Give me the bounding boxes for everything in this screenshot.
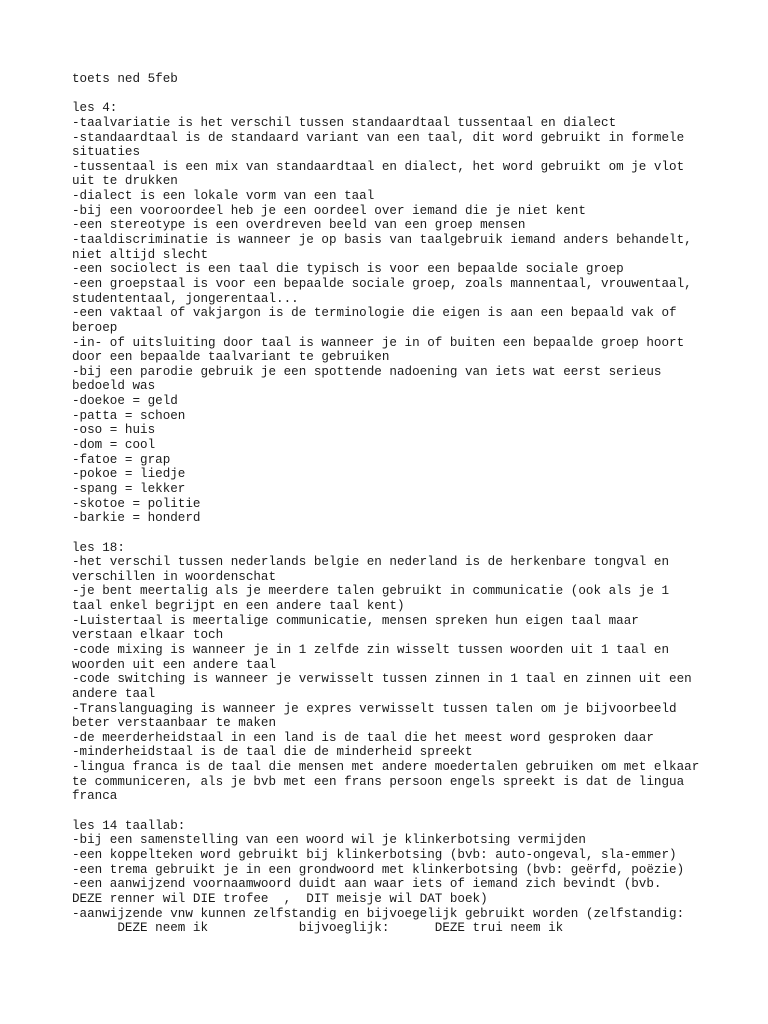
text-line: -in- of uitsluiting door taal is wanneer je in of buiten een bepaalde groep hoort bbox=[72, 335, 685, 350]
text-line: -een trema gebruikt je in een grondwoord met klinkerbotsing (bvb: geërfd, poëzie) bbox=[72, 862, 685, 877]
text-line: -tussentaal is een mix van standaardtaal en dialect, het word gebruikt om je vlot bbox=[72, 159, 685, 174]
text-line: -oso = huis bbox=[72, 423, 156, 438]
text-line: -het verschil tussen nederlands belgie en nederland is de herkenbare tongval en bbox=[72, 555, 670, 570]
text-line: -bij een parodie gebruik je een spottende nadoening van iets wat eerst serieus bbox=[72, 364, 662, 379]
blank-line bbox=[72, 804, 762, 819]
text-line: -dom = cool bbox=[72, 438, 156, 453]
text-line: niet altijd slecht bbox=[72, 247, 209, 262]
text-line: -een vaktaal of vakjargon is de terminologie die eigen is aan een bepaald vak of bbox=[72, 306, 677, 321]
text-line: -standaardtaal is de standaard variant van een taal, dit word gebruikt in formele bbox=[72, 130, 685, 145]
text-line: taal enkel begrijpt en een andere taal kent) bbox=[72, 599, 405, 614]
document-body bbox=[72, 87, 762, 936]
text-line: -je bent meertalig als je meerdere talen gebruikt in communicatie (ook als je 1 bbox=[72, 584, 670, 599]
text-line: -spang = lekker bbox=[72, 481, 186, 496]
text-line: DEZE renner wil DIE trofee , DIT meisje wil DAT boek) bbox=[72, 891, 488, 906]
text-line: -pokoe = liedje bbox=[72, 467, 186, 482]
text-line: -fatoe = grap bbox=[72, 452, 171, 467]
document-title: toets ned 5feb bbox=[72, 72, 178, 86]
text-line: andere taal bbox=[72, 686, 156, 701]
text-line: -Translanguaging is wanneer je expres verwisselt tussen talen om je bijvoorbeeld bbox=[72, 701, 677, 716]
text-line: DEZE neem ik bijvoeglijk: DEZE trui neem ik bbox=[72, 921, 564, 936]
text-line: -een aanwijzend voornaamwoord duidt aan waar iets of iemand zich bevindt (bvb. bbox=[72, 877, 662, 892]
text-line: -code mixing is wanneer je in 1 zelfde zin wisselt tussen woorden uit 1 taal en bbox=[72, 642, 670, 657]
text-line: -skotoe = politie bbox=[72, 496, 201, 511]
text-line: studententaal, jongerentaal... bbox=[72, 291, 299, 306]
text-line: beroep bbox=[72, 320, 118, 335]
text-line: verschillen in woordenschat bbox=[72, 569, 277, 584]
text-line: -de meerderheidstaal in een land is de taal die het meest word gesproken daar bbox=[72, 730, 654, 745]
blank-line bbox=[72, 526, 762, 541]
text-line: les 18: bbox=[72, 540, 125, 555]
text-line: -aanwijzende vnw kunnen zelfstandig en bijvoegelijk gebruikt worden (zelfstandig: bbox=[72, 906, 685, 921]
document-page bbox=[72, 72, 762, 936]
text-line: -minderheidstaal is de taal die de minderheid spreekt bbox=[72, 745, 473, 760]
text-line: uit te drukken bbox=[72, 174, 178, 189]
text-line: door een bepaalde taalvariant te gebruiken bbox=[72, 350, 390, 365]
text-line: -een groepstaal is voor een bepaalde sociale groep, zoals mannentaal, vrouwentaal, bbox=[72, 276, 692, 291]
text-line: te communiceren, als je bvb met een frans persoon engels spreekt is dat de lingua bbox=[72, 774, 685, 789]
text-line: -bij een samenstelling van een woord wil je klinkerbotsing vermijden bbox=[72, 833, 586, 848]
text-line: les 4: bbox=[72, 101, 118, 116]
text-line: -een koppelteken word gebruikt bij klinkerbotsing (bvb: auto-ongeval, sla-emmer) bbox=[72, 847, 677, 862]
text-line: -taaldiscriminatie is wanneer je op basis van taalgebruik iemand anders behandelt, bbox=[72, 233, 692, 248]
text-line: -patta = schoen bbox=[72, 408, 186, 423]
blank-line bbox=[72, 87, 762, 102]
text-line: les 14 taallab: bbox=[72, 818, 186, 833]
text-line: -lingua franca is de taal die mensen met andere moedertalen gebruiken om met elkaar bbox=[72, 760, 700, 775]
text-line: -bij een vooroordeel heb je een oordeel over iemand die je niet kent bbox=[72, 203, 586, 218]
text-line: -een sociolect is een taal die typisch is voor een bepaalde sociale groep bbox=[72, 262, 624, 277]
text-line: -een stereotype is een overdreven beeld van een groep mensen bbox=[72, 218, 526, 233]
text-line: -code switching is wanneer je verwisselt tussen zinnen in 1 taal en zinnen uit een bbox=[72, 672, 692, 687]
text-line: woorden uit een andere taal bbox=[72, 657, 277, 672]
text-line: -dialect is een lokale vorm van een taal bbox=[72, 189, 375, 204]
text-line: beter verstaanbaar te maken bbox=[72, 716, 277, 731]
text-line: situaties bbox=[72, 145, 141, 160]
text-line: -Luistertaal is meertalige communicatie, mensen spreken hun eigen taal maar bbox=[72, 613, 639, 628]
text-line: -barkie = honderd bbox=[72, 511, 201, 526]
text-line: franca bbox=[72, 789, 118, 804]
text-line: verstaan elkaar toch bbox=[72, 628, 224, 643]
text-line: -taalvariatie is het verschil tussen standaardtaal tussentaal en dialect bbox=[72, 115, 617, 130]
text-line: bedoeld was bbox=[72, 379, 156, 394]
text-line: -doekoe = geld bbox=[72, 394, 178, 409]
